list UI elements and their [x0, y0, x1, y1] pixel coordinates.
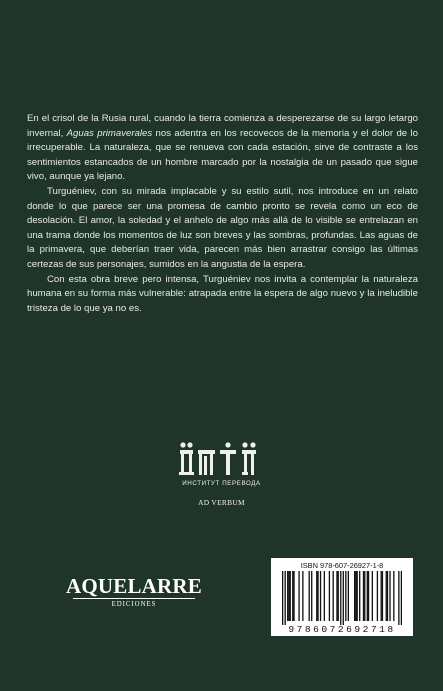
barcode-bar [302, 571, 303, 621]
institute-name: ИНСТИТУТ ПЕРЕВОДА [182, 480, 261, 487]
barcode-bar [290, 571, 291, 621]
barcode-bar [288, 571, 289, 621]
barcode-bar [382, 571, 383, 621]
blurb-paragraph-1 [27, 112, 418, 185]
barcode-bar [359, 571, 360, 621]
barcode-bar [292, 571, 293, 621]
barcode-bar [324, 571, 325, 621]
barcode-bar [333, 571, 334, 621]
barcode-bar [329, 571, 330, 621]
barcode-bar [311, 571, 312, 621]
program-name: AD VERBUM [198, 498, 245, 507]
blurb-paragraph-3: Con esta obra breve pero intensa, Turguéniev nos invita a contemplar la naturaleza humana en su forma más vulnerable: atrapada entre la espera de algo nuevo y la ineludible tristeza de lo que ya no es. [27, 273, 418, 314]
barcode-bar [348, 571, 349, 621]
barcode-bar [340, 571, 341, 625]
barcode-bar [355, 571, 356, 621]
isbn-number: ISBN 978-607-26927-1-8 [300, 561, 384, 570]
blurb-p1-end: nos adentra en los recovecos de la memoria y el dolor de lo irrecuperable. La naturaleza, que se renueva con cada estación, sirve de contraste a los sentimientos estancados de un hombre marcado por la nostalgia de un pasado que sigue vivo, aunque ya lejano. [27, 127, 418, 183]
barcode-bar [387, 571, 388, 621]
barcode-bar [320, 571, 321, 621]
barcode-bar [364, 571, 365, 621]
barcode-bar [354, 571, 355, 621]
publisher-logo [66, 575, 202, 608]
barcode-bar [363, 571, 364, 621]
barcode-bar [393, 571, 394, 621]
publisher-divider [73, 598, 195, 599]
barcode-bar [309, 571, 310, 621]
barcode-bar [367, 571, 368, 621]
book-title-italic: Aguas primaverales [66, 127, 153, 139]
barcode-bar [372, 571, 373, 621]
barcode-bar [343, 571, 344, 625]
institut-logo-glyphs [176, 440, 268, 480]
barcode-bar [338, 571, 339, 621]
barcode-bar [317, 571, 318, 621]
barcode-bar [386, 571, 387, 621]
barcode-bar [282, 571, 283, 625]
barcode-bars [282, 571, 402, 625]
isbn-barcode [271, 558, 413, 636]
barcode-digits: 9786072692718 [288, 624, 396, 635]
institut-perevoda-logo-icon [176, 440, 268, 480]
barcode-bar [368, 571, 369, 621]
barcode-bar [298, 571, 299, 621]
barcode-bar [316, 571, 317, 621]
barcode-bar [357, 571, 358, 621]
barcode-bar [401, 571, 402, 625]
blurb-p1-start: En el crisol de la Rusia rural, cuando la tierra comienza a desperezarse de su largo letargo invernal, [27, 113, 418, 139]
barcode-bar [398, 571, 399, 625]
barcode-bar [381, 571, 382, 621]
barcode-bar [345, 571, 346, 621]
publisher-subtitle: EDICIONES [111, 601, 157, 608]
publisher-name: AQUELARRE [66, 574, 202, 598]
barcode-bar [389, 571, 390, 621]
barcode-bar [336, 571, 337, 621]
barcode-bar [293, 571, 294, 621]
barcode-bar [287, 571, 288, 621]
barcode-bar [377, 571, 378, 621]
barcode-bar [285, 571, 286, 625]
back-cover-blurb [27, 112, 418, 316]
blurb-paragraph-2: Turguéniev, con su mirada implacable y su estilo sutil, nos introduce en un relato donde lo que parece ser una promesa de cambio pronto se revela como un eco de desolación. El amor, la soledad y el anhelo de algo más allá de lo visible se entrelazan en una trama donde los momentos de luz son breves y las sombras, profundas. Las aguas de la primavera, que deberían traer vida, parecen más bien arrastrar consigo las últimas certezas de sus personajes, sumidos en la angustia de la espera. [27, 185, 418, 270]
